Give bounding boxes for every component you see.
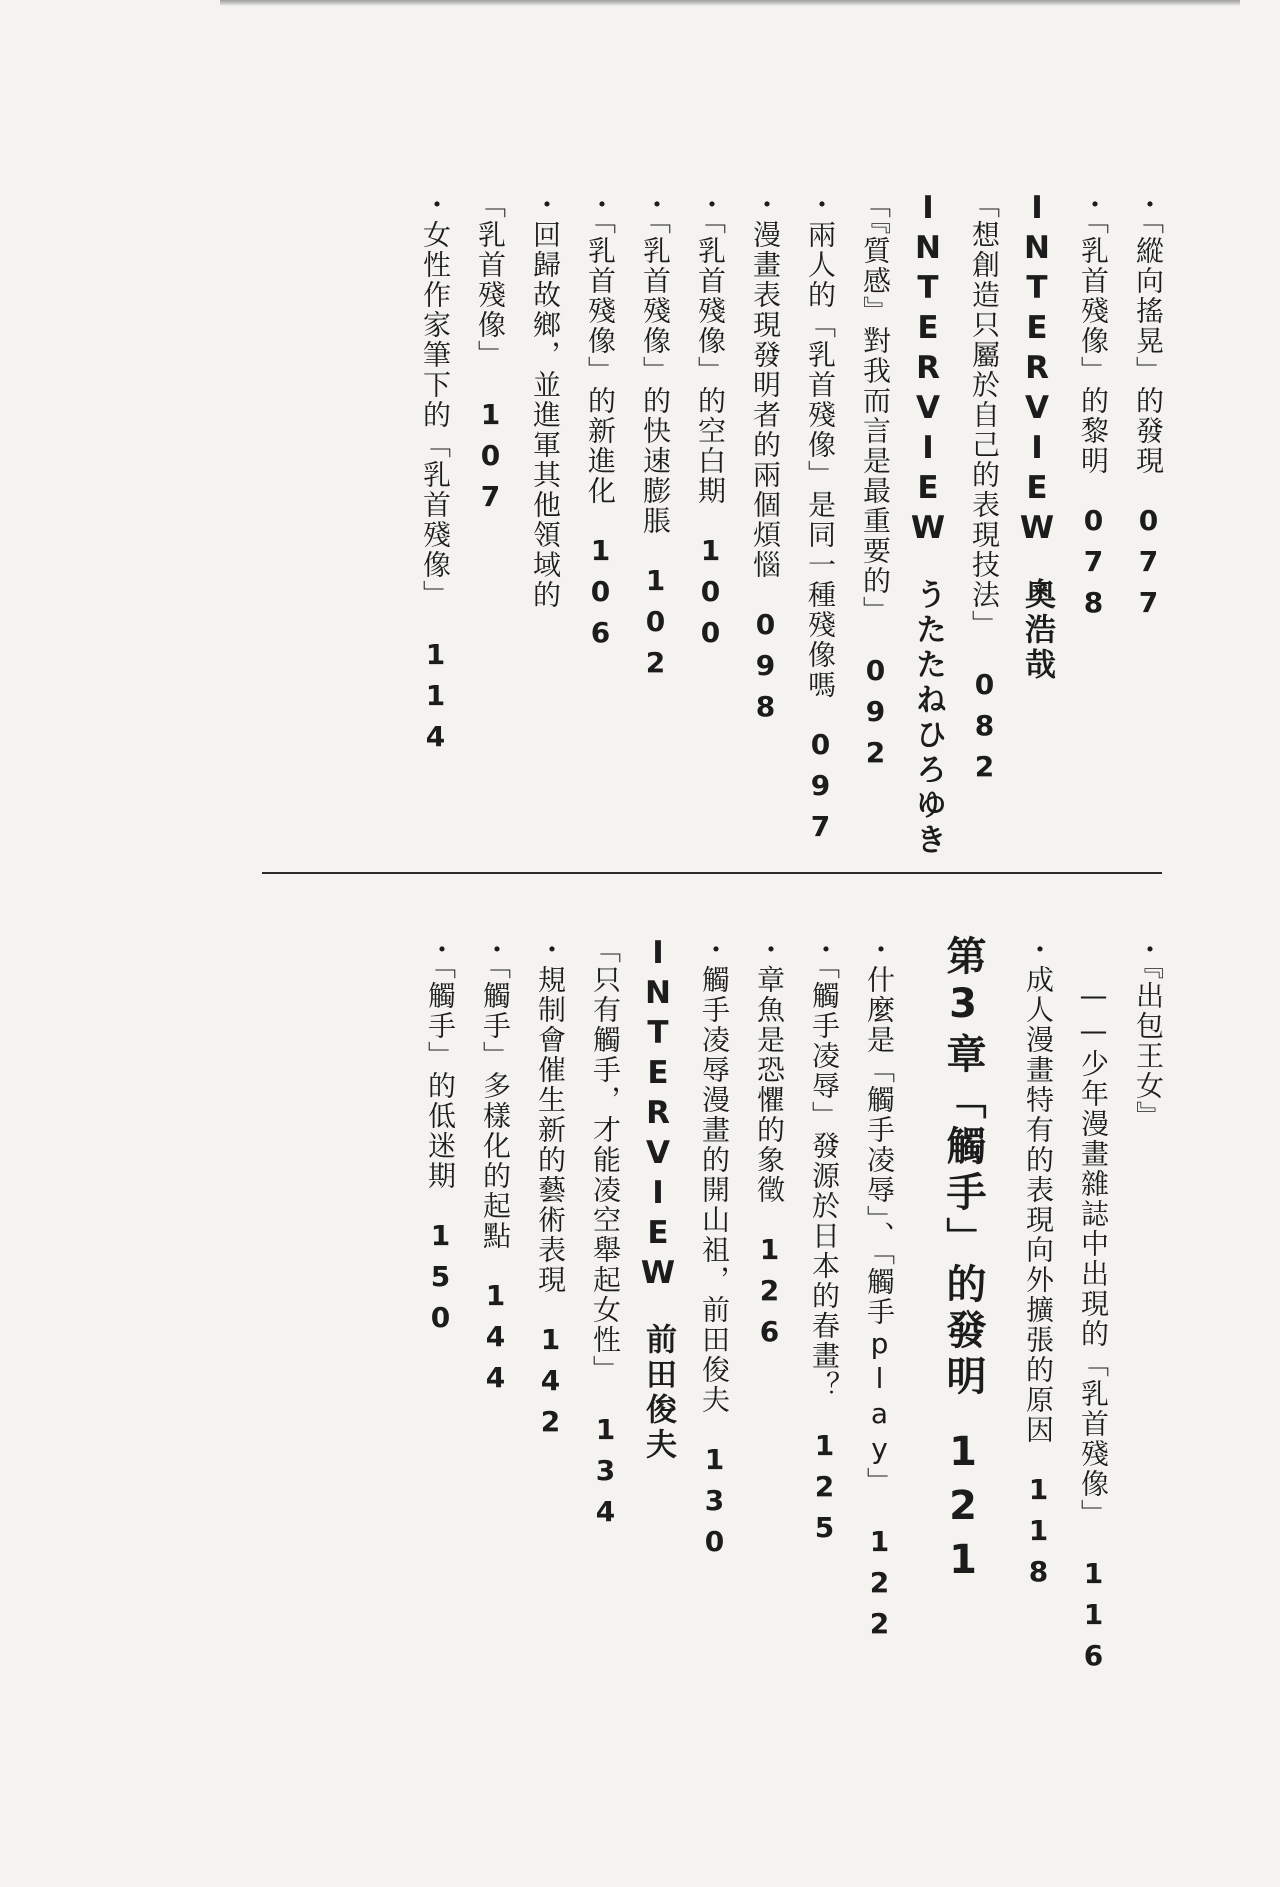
toc-entry: ・兩人的「乳首殘像」是同一種殘像嗎097 xyxy=(804,190,837,851)
toc-upper-section xyxy=(212,190,1165,858)
toc-entry: ・「觸手凌辱」發源於日本的春畫？125 xyxy=(808,935,841,1552)
toc-entry: ・「縱向搖晃」的發現077 xyxy=(1132,190,1165,627)
toc-entry: ・觸手凌辱漫畫的開山祖，前田俊夫130 xyxy=(698,935,731,1566)
toc-lower-section xyxy=(212,935,1165,1680)
toc-entry: ・「乳首殘像」的黎明078 xyxy=(1077,190,1110,627)
toc-entry: ・「乳首殘像」的快速膨脹102 xyxy=(639,190,672,687)
scan-edge-shadow xyxy=(220,0,1240,6)
toc-entry: ・「觸手」多樣化的起點144 xyxy=(479,935,512,1402)
toc-entry: ・成人漫畫特有的表現向外擴張的原因118 xyxy=(1022,935,1055,1596)
toc-entry-continuation: 「乳首殘像」107 xyxy=(474,190,507,521)
toc-entry: ・「乳首殘像」的新進化106 xyxy=(584,190,617,657)
toc-entry: 「想創造只屬於自己的表現技法」082 xyxy=(968,190,1001,791)
interview-heading: INTERVIEWうたたねひろゆき xyxy=(910,190,946,858)
toc-entry: 「『質感』對我而言是最重要的」092 xyxy=(859,190,892,777)
chapter-heading: 第3章「觸手」的發明121 xyxy=(940,935,986,1591)
interview-heading: INTERVIEW奧浩哉 xyxy=(1019,190,1055,683)
toc-entry: ・章魚是恐懼的象徵126 xyxy=(753,935,786,1356)
toc-entry: 「只有觸手，才能凌空舉起女性」134 xyxy=(589,935,622,1536)
toc-entry: ・規制會催生新的藝術表現142 xyxy=(534,935,567,1446)
interview-heading: INTERVIEW前田俊夫 xyxy=(640,935,676,1463)
toc-entry: ・女性作家筆下的「乳首殘像」114 xyxy=(419,190,452,761)
toc-entry: ・『出包王女』 xyxy=(1132,935,1165,1131)
toc-entry: ・什麼是「觸手凌辱」、「觸手play」122 xyxy=(863,935,896,1648)
toc-entry-subtitle: ——少年漫畫雜誌中出現的「乳首殘像」116 xyxy=(1077,979,1110,1680)
section-divider xyxy=(262,872,1162,874)
toc-entry: ・「觸手」的低迷期150 xyxy=(424,935,457,1342)
toc-entry: ・「乳首殘像」的空白期100 xyxy=(694,190,727,657)
toc-entry: ・漫畫表現發明者的兩個煩惱098 xyxy=(749,190,782,731)
toc-entry: ・回歸故鄉，並進軍其他領域的 xyxy=(529,190,562,610)
